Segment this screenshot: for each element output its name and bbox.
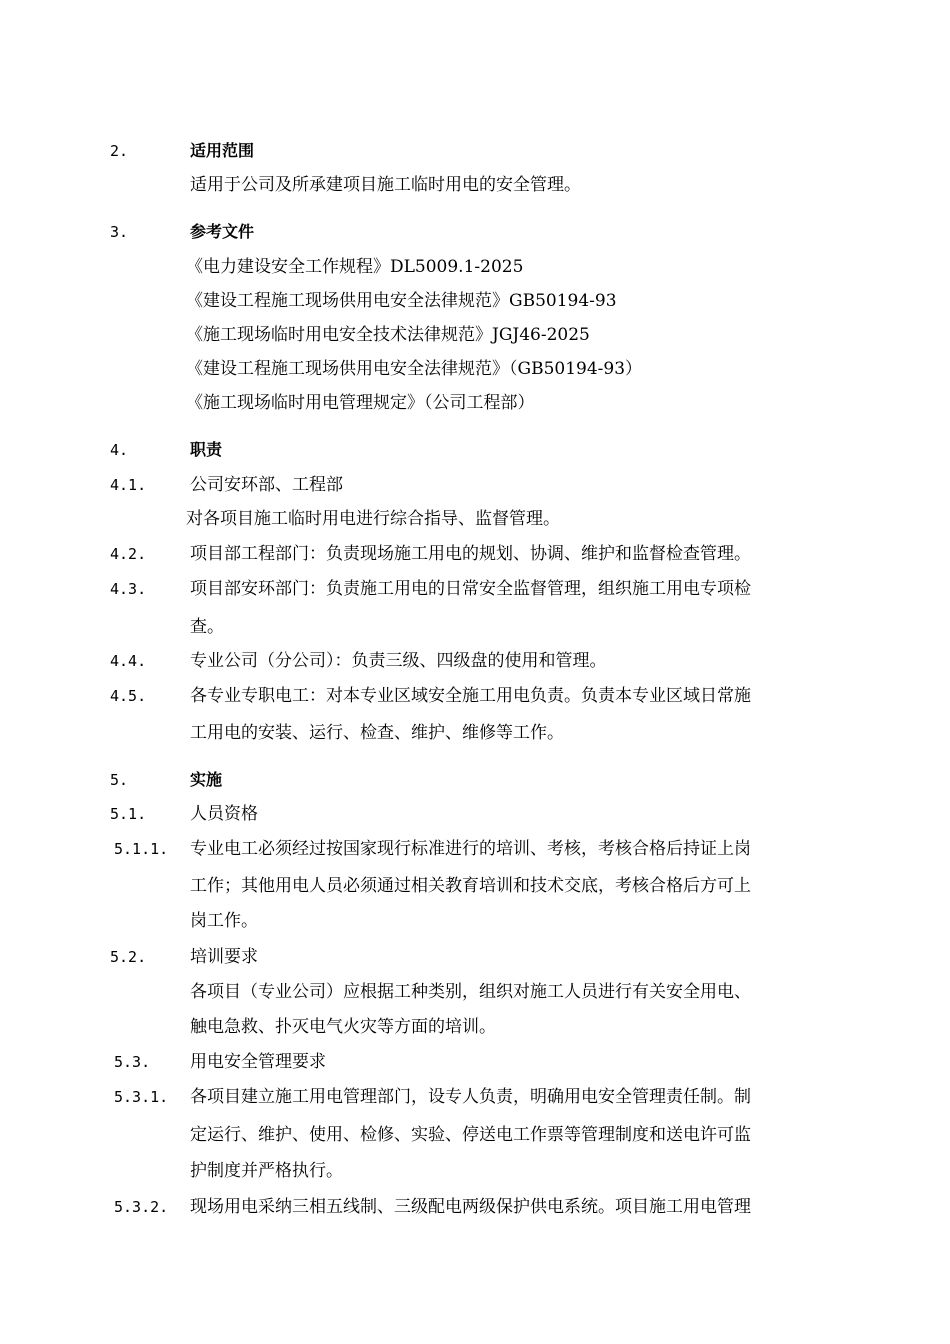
reference-item xyxy=(0,254,950,280)
paragraph-line xyxy=(0,720,950,746)
clause-text: 专业公司（分公司）：负责三级、四级盘的使用和管理。 xyxy=(190,651,607,671)
clause-number: 4.1. xyxy=(110,476,147,494)
line-text: 定运行、维护、使用、检修、实验、停送电工作票等管理制度和送电许可监 xyxy=(190,1125,751,1145)
clause-text: 项目部工程部门：负责现场施工用电的规划、协调、维护和监督检查管理。 xyxy=(190,544,751,564)
paragraph-line xyxy=(0,1014,950,1040)
section-3 xyxy=(0,219,950,245)
clause-number: 5.2. xyxy=(110,948,147,966)
paragraph-line xyxy=(0,1122,950,1148)
clause-text: 人员资格 xyxy=(190,804,258,824)
section-5 xyxy=(0,767,950,793)
line-text: 护制度并严格执行。 xyxy=(190,1161,343,1181)
reference-item xyxy=(0,322,950,348)
clause-number: 5.3.1. xyxy=(114,1088,169,1106)
clause-5-2 xyxy=(0,944,950,970)
reference-text: 《施工现场临时用电安全技术法律规范》JGJ46-2025 xyxy=(186,325,590,345)
clause-text: 用电安全管理要求 xyxy=(190,1052,326,1072)
clause-4-4 xyxy=(0,648,950,674)
clause-number: 4.3. xyxy=(110,580,147,598)
section-number: 2. xyxy=(110,142,129,160)
clause-text: 各专业专职电工：对本专业区域安全施工用电负责。负责本专业区域日常施 xyxy=(190,686,751,706)
paragraph-line xyxy=(0,614,950,640)
line-text: 各项目（专业公司）应根据工种类别，组织对施工人员进行有关安全用电、 xyxy=(190,982,751,1002)
line-text: 工用电的安装、运行、检查、维护、维修等工作。 xyxy=(190,723,564,743)
section-heading: 参考文件 xyxy=(190,222,255,241)
clause-text: 项目部安环部门：负责施工用电的日常安全监督管理，组织施工用电专项检 xyxy=(190,579,751,599)
reference-text: 《建设工程施工现场供用电安全法律规范》（GB50194-93） xyxy=(186,359,643,379)
clause-5-3 xyxy=(0,1049,950,1075)
clause-number: 4.4. xyxy=(110,652,147,670)
clause-number: 5.3.2. xyxy=(114,1198,169,1216)
section-number: 4. xyxy=(110,441,129,459)
reference-item xyxy=(0,356,950,382)
paragraph-line xyxy=(0,979,950,1005)
line-text: 查。 xyxy=(190,617,224,637)
clause-number: 5.3. xyxy=(114,1053,151,1071)
clause-number: 4.5. xyxy=(110,687,147,705)
line-text: 适用于公司及所承建项目施工临时用电的安全管理。 xyxy=(190,175,581,195)
clause-text: 各项目建立施工用电管理部门，设专人负责，明确用电安全管理责任制。制 xyxy=(190,1087,751,1107)
line-text: 工作；其他用电人员必须通过相关教育培训和技术交底，考核合格后方可上 xyxy=(190,876,751,896)
clause-5-3-2 xyxy=(0,1194,950,1220)
section-heading: 适用范围 xyxy=(190,141,255,160)
clause-text: 现场用电采纳三相五线制、三级配电两级保护供电系统。项目施工用电管理 xyxy=(190,1197,751,1217)
section-number: 5. xyxy=(110,771,129,789)
clause-text: 公司安环部、工程部 xyxy=(190,475,343,495)
clause-5-1 xyxy=(0,801,950,827)
paragraph-line xyxy=(0,1158,950,1184)
paragraph-line xyxy=(0,908,950,934)
section-number: 3. xyxy=(110,223,129,241)
reference-text: 《建设工程施工现场供用电安全法律规范》GB50194-93 xyxy=(186,291,617,311)
reference-text: 《电力建设安全工作规程》DL5009.1-2025 xyxy=(186,257,524,277)
line-text: 岗工作。 xyxy=(190,911,258,931)
clause-4-2 xyxy=(0,541,950,567)
clause-number: 4.2. xyxy=(110,545,147,563)
line-text: 触电急救、扑灭电气火灾等方面的培训。 xyxy=(190,1017,496,1037)
clause-4-5 xyxy=(0,683,950,709)
paragraph-line xyxy=(0,873,950,899)
section-heading: 实施 xyxy=(190,770,223,789)
clause-number: 5.1.1. xyxy=(114,840,169,858)
section-2 xyxy=(0,138,950,164)
clause-text: 培训要求 xyxy=(190,947,258,967)
section-heading: 职责 xyxy=(190,440,223,459)
line-text: 对各项目施工临时用电进行综合指导、监督管理。 xyxy=(186,509,560,529)
clause-text: 专业电工必须经过按国家现行标准进行的培训、考核，考核合格后持证上岗 xyxy=(190,839,751,859)
clause-number: 5.1. xyxy=(110,805,147,823)
paragraph-line xyxy=(0,506,950,532)
reference-text: 《施工现场临时用电管理规定》（公司工程部） xyxy=(186,393,535,413)
paragraph-line xyxy=(0,172,950,198)
reference-item xyxy=(0,390,950,416)
section-4 xyxy=(0,437,950,463)
clause-4-3 xyxy=(0,576,950,602)
clause-5-3-1 xyxy=(0,1084,950,1110)
reference-item xyxy=(0,288,950,314)
clause-4-1 xyxy=(0,472,950,498)
clause-5-1-1 xyxy=(0,836,950,862)
